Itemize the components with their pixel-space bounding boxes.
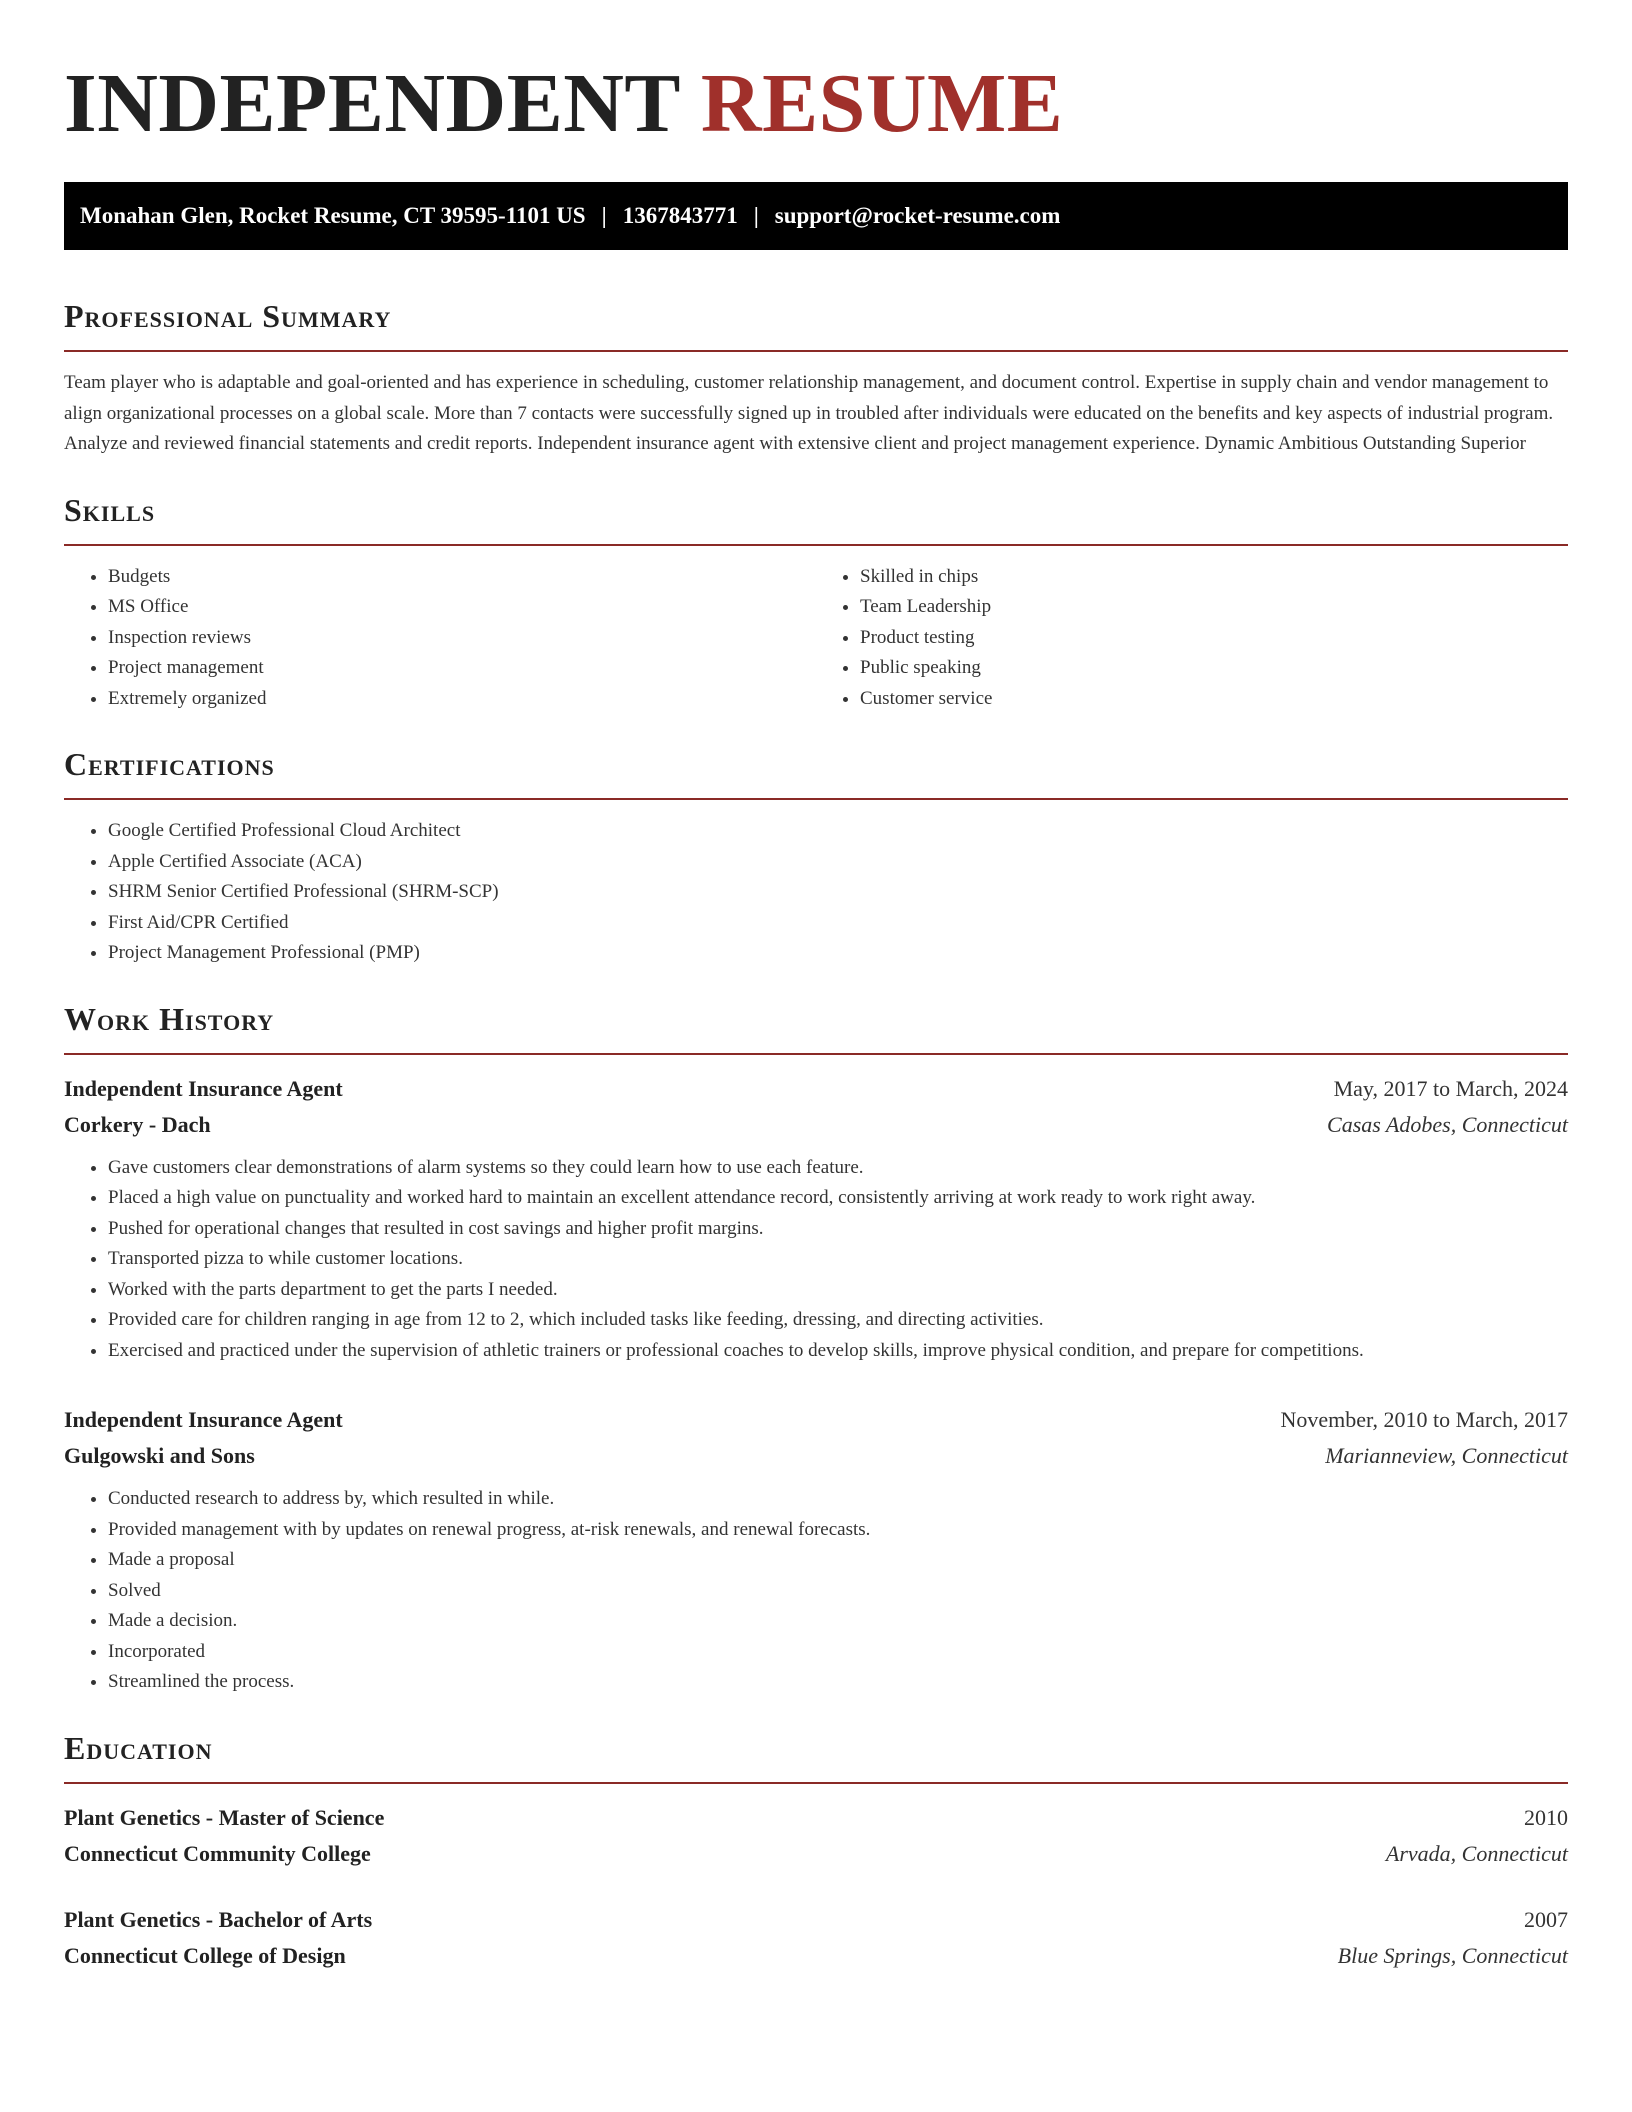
section-divider bbox=[64, 798, 1568, 800]
job-entry bbox=[64, 1071, 1568, 1367]
summary-text: Team player who is adaptable and goal-oriented and has experience in scheduling, customer relationship management, and document control. Expertise in supply chain and vendor management to align organizational processes on a global scale. More than 7 contacts were successfully signed up in troubled after individuals were educated on the benefits and key aspects of industrial program. Analyze and reviewed financial statements and credit reports. Independent insurance agent with extensive client and project management experience. Dynamic Ambitious Outstanding Superior bbox=[64, 372, 1554, 454]
section-divider bbox=[64, 350, 1568, 352]
skill-item: • Skilled in chips bbox=[860, 562, 1568, 593]
skill-item: • Product testing bbox=[860, 623, 1568, 654]
resume-name bbox=[64, 54, 1568, 154]
education-year: 2010 bbox=[1524, 1804, 1568, 1830]
contact-email[interactable]: support@rocket-resume.com bbox=[774, 203, 1061, 228]
contact-separator: | bbox=[753, 203, 759, 228]
certification-item: • SHRM Senior Certified Professional (SHRM-SCP) bbox=[108, 877, 1568, 908]
education-section bbox=[64, 1728, 1568, 1974]
job-company: Gulgowski and Sons bbox=[64, 1443, 255, 1468]
skill-item: • MS Office bbox=[108, 592, 816, 623]
job-location: Casas Adobes, Connecticut bbox=[1327, 1111, 1568, 1137]
job-role: Independent Insurance Agent bbox=[64, 1407, 343, 1432]
section-divider bbox=[64, 1782, 1568, 1784]
job-bullet: • Placed a high value on punctuality and worked hard to maintain an excellent attendance record, consistently arriving at work ready to work right away. bbox=[108, 1183, 1568, 1214]
section-divider bbox=[64, 544, 1568, 546]
education-location: Blue Springs, Connecticut bbox=[1337, 1942, 1568, 1968]
education-subheader bbox=[64, 1836, 1568, 1872]
education-location: Arvada, Connecticut bbox=[1385, 1840, 1568, 1866]
education-subheader bbox=[64, 1938, 1568, 1974]
education-title: Education bbox=[64, 1729, 213, 1766]
summary-section bbox=[64, 296, 1568, 460]
job-location: Marianneview, Connecticut bbox=[1325, 1443, 1568, 1468]
certifications-section bbox=[64, 744, 1568, 969]
job-subheader bbox=[64, 1107, 1568, 1143]
name-last: RESUME bbox=[700, 57, 1064, 150]
skill-item: • Budgets bbox=[108, 562, 816, 593]
job-bullet: • Exercised and practiced under the supervision of athletic trainers or professional coaches to develop skills, improve physical condition, and prepare for competitions. bbox=[108, 1336, 1568, 1367]
work-history-section bbox=[64, 999, 1568, 1698]
job-bullet: • Pushed for operational changes that resulted in cost savings and higher profit margins. bbox=[108, 1214, 1568, 1245]
education-school: Connecticut College of Design bbox=[64, 1942, 346, 1968]
work-history-title: Work History bbox=[64, 1000, 275, 1037]
skills-columns bbox=[64, 562, 1568, 715]
section-divider bbox=[64, 1053, 1568, 1055]
education-degree: Plant Genetics - Bachelor of Arts bbox=[64, 1906, 373, 1932]
job-bullet: • Worked with the parts department to get the parts I needed. bbox=[108, 1275, 1568, 1306]
job-bullet: • Made a proposal bbox=[108, 1545, 1568, 1576]
summary-title: Professional Summary bbox=[64, 298, 392, 334]
job-entry bbox=[64, 1402, 1568, 1698]
skills-section bbox=[64, 490, 1568, 715]
job-bullet: • Provided management with by updates on renewal progress, at-risk renewals, and renewal forecasts. bbox=[108, 1515, 1568, 1546]
certification-item: • Project Management Professional (PMP) bbox=[108, 938, 1568, 969]
skills-title: Skills bbox=[64, 491, 156, 528]
job-header bbox=[64, 1071, 1568, 1107]
job-bullet: • Streamlined the process. bbox=[108, 1667, 1568, 1698]
job-subheader bbox=[64, 1438, 1568, 1474]
skill-item: • Extremely organized bbox=[108, 684, 816, 715]
job-bullets bbox=[64, 1153, 1568, 1367]
job-bullets bbox=[64, 1484, 1568, 1698]
certification-item: • Google Certified Professional Cloud Architect bbox=[108, 816, 1568, 847]
skill-item: • Public speaking bbox=[860, 653, 1568, 684]
job-bullet: • Conducted research to address by, which resulted in while. bbox=[108, 1484, 1568, 1515]
education-header bbox=[64, 1800, 1568, 1836]
certification-item: • Apple Certified Associate (ACA) bbox=[108, 847, 1568, 878]
job-bullet: • Transported pizza to while customer locations. bbox=[108, 1244, 1568, 1275]
job-bullet: • Provided care for children ranging in age from 12 to 2, which included tasks like feeding, dressing, and directing activities. bbox=[108, 1305, 1568, 1336]
education-header bbox=[64, 1902, 1568, 1938]
job-company: Corkery - Dach bbox=[64, 1111, 211, 1137]
job-bullet: • Gave customers clear demonstrations of alarm systems so they could learn how to use each feature. bbox=[108, 1153, 1568, 1184]
skill-item: • Project management bbox=[108, 653, 816, 684]
job-bullet: • Incorporated bbox=[108, 1637, 1568, 1668]
job-dates: May, 2017 to March, 2024 bbox=[1333, 1075, 1568, 1101]
skill-item: • Inspection reviews bbox=[108, 623, 816, 654]
name-first: INDEPENDENT bbox=[64, 57, 680, 150]
job-header bbox=[64, 1402, 1568, 1438]
contact-address: Monahan Glen, Rocket Resume, CT 39595-1101 US bbox=[80, 203, 586, 228]
certifications-list bbox=[64, 816, 1568, 969]
job-dates: November, 2010 to March, 2017 bbox=[1280, 1407, 1568, 1432]
skills-list-left bbox=[64, 562, 816, 715]
education-entry bbox=[64, 1800, 1568, 1872]
education-year: 2007 bbox=[1524, 1906, 1568, 1932]
education-degree: Plant Genetics - Master of Science bbox=[64, 1804, 385, 1830]
job-bullet: • Solved bbox=[108, 1576, 1568, 1607]
education-school: Connecticut Community College bbox=[64, 1840, 371, 1866]
job-role: Independent Insurance Agent bbox=[64, 1075, 343, 1101]
certifications-title: Certifications bbox=[64, 746, 275, 782]
skill-item: • Customer service bbox=[860, 684, 1568, 715]
job-bullet: • Made a decision. bbox=[108, 1606, 1568, 1637]
contact-separator: | bbox=[601, 203, 607, 228]
education-entry bbox=[64, 1902, 1568, 1974]
contact-phone[interactable]: 1367843771 bbox=[622, 203, 738, 228]
skills-list-right bbox=[816, 562, 1568, 715]
skill-item: • Team Leadership bbox=[860, 592, 1568, 623]
contact-bar bbox=[64, 182, 1568, 250]
certification-item: • First Aid/CPR Certified bbox=[108, 908, 1568, 939]
